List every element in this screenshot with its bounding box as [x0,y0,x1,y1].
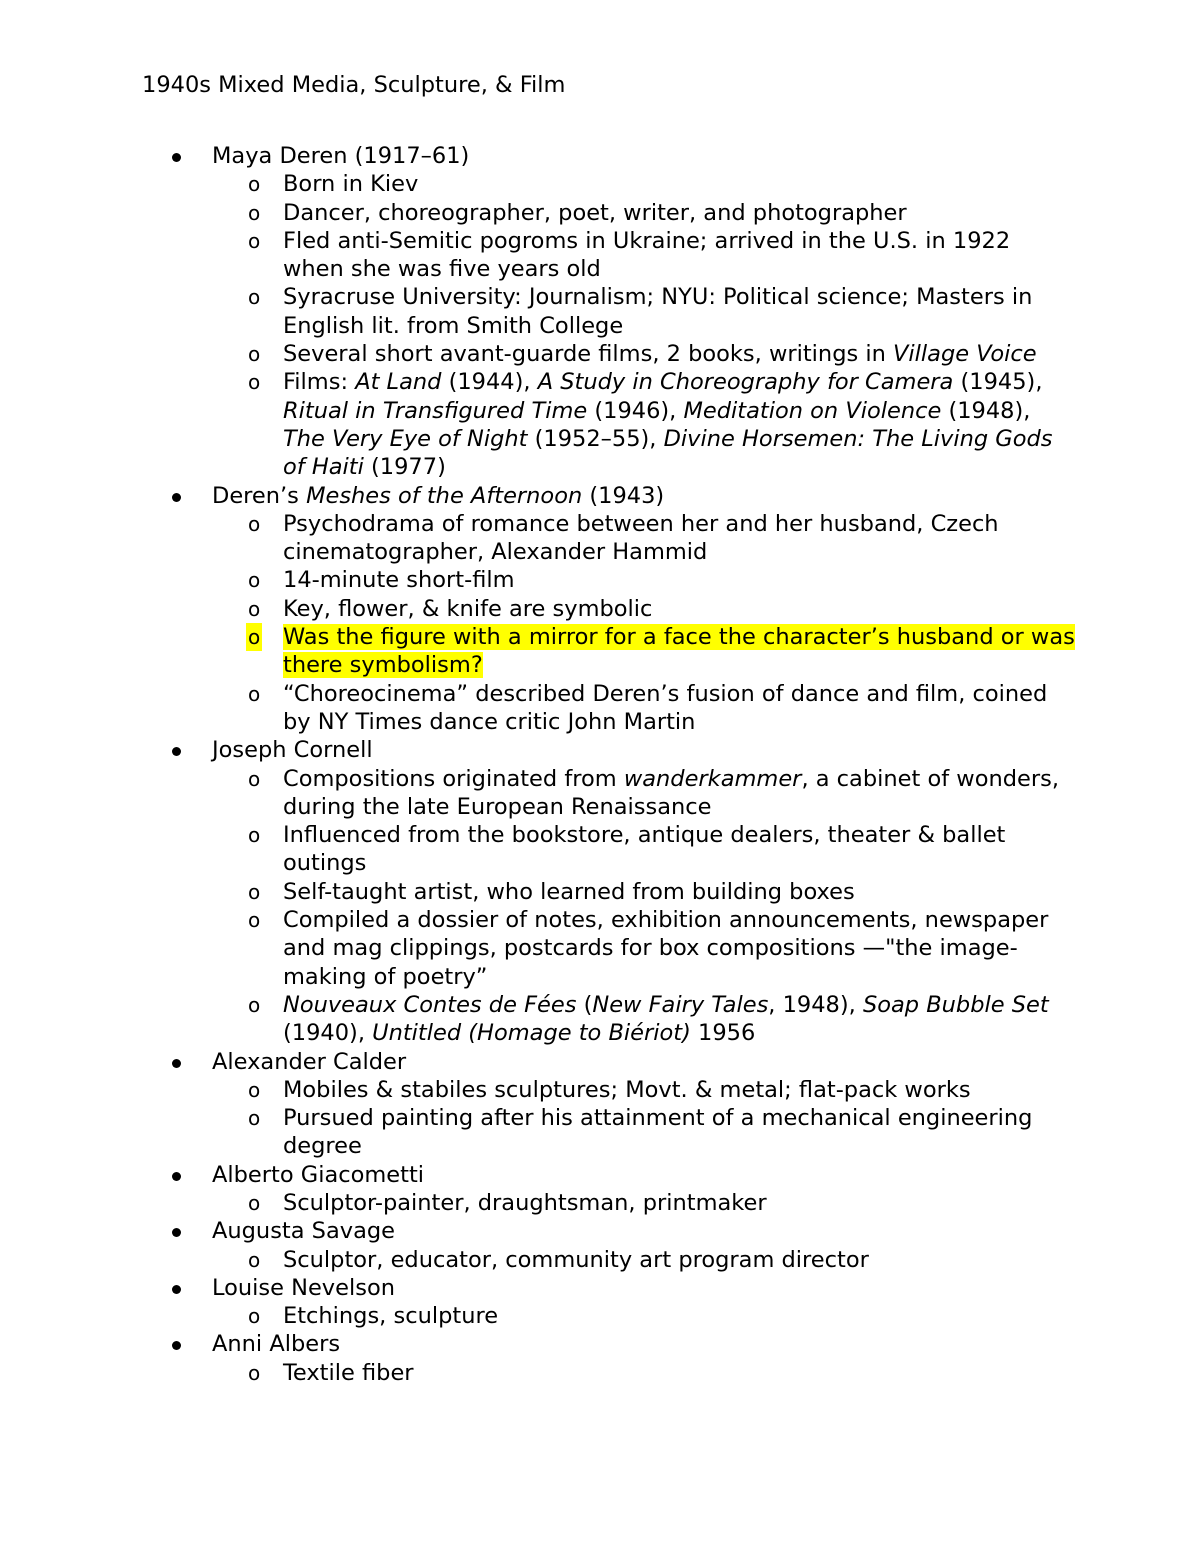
sub-bullet-icon: o [248,511,261,536]
text-run: Maya Deren (1917–61) [212,143,470,169]
sub-item-text [283,1077,971,1103]
text-run: Alexander Calder [212,1048,407,1075]
text-run: Alberto Giacometti [212,1161,425,1188]
text-run: Etchings, sculpture [283,1303,499,1330]
sub-item [0,595,1067,623]
sub-item-text [283,681,1047,735]
section-heading [212,1162,424,1188]
bullet-icon [172,1059,181,1068]
sub-item-text [283,766,1059,820]
bullet-icon [172,1341,181,1350]
sub-item-text [283,907,1048,990]
section-item [0,1217,1200,1274]
bullet-icon [172,493,181,502]
italic-text: wanderkammer [623,765,802,792]
page-title: 1940s Mixed Media, Sculpture, & Film [142,72,566,98]
sub-item [0,906,1067,991]
italic-text: A Study in Choreography for Camera [537,369,954,396]
text-run: (1952–55), [527,425,664,452]
text-run: (1943) [582,482,665,509]
sub-item [0,765,1067,822]
sub-bullet-icon: o [248,342,261,367]
bullet-icon [172,1172,181,1181]
sub-item [0,1246,1067,1274]
section-heading [212,1331,340,1357]
text-run: (1977) [363,454,446,481]
text-run: (1948), [941,397,1031,424]
text-run: , 1948), [768,991,863,1018]
italic-text: Meshes of the Afternoon [306,482,583,509]
sub-item-text [283,596,652,622]
text-run: 1956 [690,1020,756,1047]
sub-list [212,170,1200,481]
section-item [0,1274,1200,1331]
bullet-icon [172,1285,181,1294]
sub-bullet-icon: o [248,370,261,395]
sub-list [212,1246,1200,1274]
bullet-icon [172,747,181,756]
sub-bullet-icon: o [248,766,261,791]
text-run: Augusta Savage [212,1218,395,1245]
sub-bullet-icon: o [248,1360,261,1385]
sub-item-text [283,171,418,197]
sub-bullet-icon: o [248,681,261,706]
sub-bullet-icon: o [248,172,261,197]
sub-list [212,1076,1200,1161]
sub-item [0,283,1067,340]
sub-list [212,1189,1200,1217]
sub-item-text [283,228,1010,282]
sub-item-text [283,1190,767,1216]
sub-item [0,340,1067,368]
sub-item-text [283,822,1005,876]
sub-bullet-icon: o [248,200,261,225]
sub-item [0,1076,1067,1104]
sub-item-text [283,341,1037,367]
text-run: “Choreocinema” described Deren’s fusion of dance and film, coined by NY Times dance critic John Martin [283,680,1048,735]
sub-item [0,878,1067,906]
sub-item-text [283,992,1049,1046]
italic-text: At Land [355,369,442,396]
italic-text: Nouveaux Contes de Fées [283,991,577,1018]
highlighted-text [283,624,1075,678]
italic-text: New Fairy Tales [592,991,769,1018]
text-run: Compiled a dossier of notes, exhibition announcements, newspaper and mag clippings, postcards for box compositions —"the image-making of poetry” [283,907,1049,990]
section-item [0,1048,1200,1161]
text-run: Dancer, choreographer, poet, writer, and photographer [283,199,907,226]
sub-item [0,1359,1067,1387]
section-item [0,1330,1200,1387]
sub-item-text [283,369,1053,480]
sub-item [0,227,1067,284]
italic-text: Untitled (Homage to Biériot) [372,1020,691,1047]
sub-list [212,1359,1200,1387]
section-heading [212,1218,395,1244]
sub-list [212,1302,1200,1330]
text-run: Textile fiber [283,1359,414,1386]
sub-item-text [283,1105,1032,1159]
sub-bullet-icon: o [246,623,262,651]
text-run: Anni Albers [212,1331,341,1358]
text-run: Films: [283,369,356,396]
section-heading [212,1275,395,1301]
text-run: (1945), [953,369,1043,396]
sub-bullet-icon: o [248,823,261,848]
italic-text: Soap Bubble Set [862,991,1049,1018]
sub-item-text [283,567,515,593]
section-heading [212,483,664,509]
sub-item [0,1302,1067,1330]
italic-text: Ritual in Transfigured Time [283,397,588,424]
text-run: (1940), [283,1020,373,1047]
sub-item-text [283,879,855,905]
text-run: Mobiles & stabiles sculptures; Movt. & metal; flat-pack works [283,1076,971,1103]
sub-bullet-icon: o [248,568,261,593]
italic-text: Divine Horsemen: The Living Gods of Haiti [283,425,1053,481]
text-run: Syracruse University: Journalism; NYU: Political science; Masters in English lit. from Smith College [283,284,1033,339]
sub-bullet-icon: o [248,596,261,621]
sub-item [0,170,1067,198]
sub-bullet-icon: o [248,1304,261,1329]
italic-text: Village Voice [893,341,1037,368]
bullet-icon [172,153,181,162]
italic-text: Meditation on Violence [683,397,942,424]
sub-item-text [283,511,999,565]
text-run: Was the figure with a mirror for a face the character’s husband or was there symbolism? [283,624,1075,679]
text-run: Psychodrama of romance between her and her husband, Czech cinematographer, Alexander Hammid [283,510,999,566]
sub-item-text [283,1303,498,1329]
text-run: Influenced from the bookstore, antique dealers, theater & ballet outings [283,822,1006,877]
sub-item [0,680,1067,737]
sub-item [0,566,1067,594]
text-run: Sculptor, educator, community art program director [283,1246,869,1273]
text-run: 14-minute short-film [283,567,515,594]
highlighted-sub-item [0,623,1113,680]
text-run: Pursued painting after his attainment of a mechanical engineering degree [283,1105,1033,1160]
sub-bullet-icon: o [248,879,261,904]
sub-bullet-icon: o [248,1077,261,1102]
text-run: Born in Kiev [283,171,419,198]
sub-list [212,510,1200,736]
text-run: Fled anti-Semitic pogroms in Ukraine; arrived in the U.S. in 1922 when she was five years old [283,227,1011,283]
sub-bullet-icon: o [248,1106,261,1131]
text-run: Louise Nevelson [212,1274,395,1301]
sub-item [0,991,1067,1048]
text-run: , a cabinet of wonders, during the late European Renaissance [283,765,1059,820]
section-item [0,142,1200,482]
notes-outline [0,142,1200,1387]
sub-item [0,368,1067,481]
sub-bullet-icon: o [248,992,261,1017]
text-run: (1944), [441,369,538,396]
text-run: (1946), [587,397,684,424]
text-run: Several short avant-guarde films, 2 books, writings in [283,341,894,368]
text-run: Joseph Cornell [212,737,373,764]
text-run: ( [576,991,593,1018]
sub-bullet-icon: o [248,1190,261,1215]
text-run: Deren’s [212,482,307,509]
sub-list [212,765,1200,1048]
sub-bullet-icon: o [248,908,261,933]
sub-bullet-icon: o [248,1247,261,1272]
text-run: Compositions originated from [283,765,624,792]
text-run: Key, flower, & knife are symbolic [283,595,653,622]
sub-item [0,199,1067,227]
text-run: Self-taught artist, who learned from building boxes [283,878,855,905]
sub-bullet-icon: o [248,228,261,253]
sub-bullet-icon: o [248,285,261,310]
section-heading [212,1049,406,1075]
bullet-icon [172,1228,181,1237]
sub-item-text [283,284,1032,338]
sub-item [0,1189,1067,1217]
sub-item-text [283,1360,414,1386]
section-item [0,482,1200,737]
sub-item [0,821,1067,878]
italic-text: The Very Eye of Night [283,425,528,452]
sub-item-text [283,624,1075,678]
text-run: Sculptor-painter, draughtsman, printmaker [283,1189,767,1216]
section-item [0,1161,1200,1218]
sub-item-text [283,1247,869,1273]
section-heading [212,737,373,763]
section-heading [212,143,469,169]
sub-item [0,1104,1067,1161]
section-item [0,736,1200,1047]
sub-item-text [283,200,907,226]
sub-item [0,510,1067,567]
